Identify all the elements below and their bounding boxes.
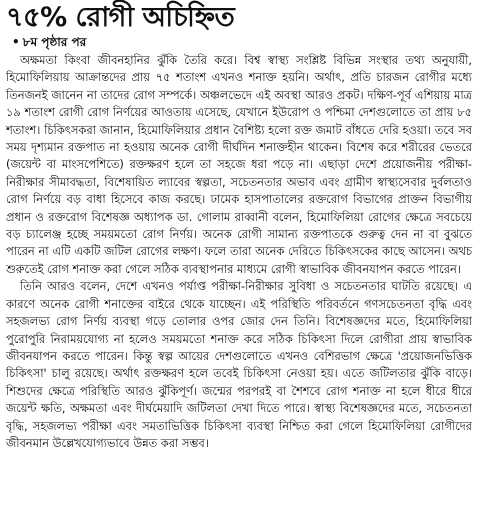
headline: ৭৫% রোগী অচিহ্নিত: [6, 2, 235, 33]
continued-from-label: ৮ম পৃষ্ঠার পর: [22, 35, 87, 49]
continued-from-line: [12, 35, 472, 50]
article-paragraph-1: অক্ষমতা কিংবা জীবনহানির ঝুঁকি তৈরি করে। বিশ্ব স্বাস্থ্য সংশ্লিষ্ট বিভিন্ন সংস্থার তথ্য অনুযায়ী, হিমোফিলিয়ায় আক্রান্তদের প্রায় ৭৫ শতাংশ এখনও শনাক্ত হয়নি। অর্থাৎ, প্রতি চারজন রোগীর মধ্যে তিনজনই জানেন না তাদের রোগ সম্পর্কে। অঞ্চলভেদে এই অবস্থা আরও প্রকট। দক্ষিণ-পূর্ব এশিয়ায় মাত্র ১৯ শতাংশ রোগী রোগ নির্ণয়ের আওতায় এসেছে, যেখানে ইউরোপ ও পশ্চিমা দেশগুলোতে তা প্রায় ৮৫ শতাংশ। চিকিৎসকরা জানান, হিমোফিলিয়ার প্রধান বৈশিষ্ট্য হলো রক্ত জমাট বাঁধতে দেরি হওয়া। তবে সব সময় দৃশ্যমান রক্তপাত না হওয়ায় অনেক রোগী দীর্ঘদিন শনাক্তহীন থাকেন। বিশেষ করে শরীরের ভেতরে (জয়েন্ট বা মাংসপেশিতে) রক্তক্ষরণ হলে তা সহজে ধরা পড়ে না। এছাড়া দেশে প্রয়োজনীয় পরীক্ষা-নিরীক্ষার সীমাবদ্ধতা, বিশেষায়িত ল্যাবের স্বল্পতা, সচেতনতার অভাব এবং গ্রামীণ স্বাস্থ্যসেবার দুর্বলতাও রোগ নির্ণয়ে বড় বাধা হিসেবে কাজ করছে। ঢামেক হাসপাতালের রক্তরোগ বিভাগের প্রাক্তন বিভাগীয় প্রধান ও রক্তরোগ বিশেষজ্ঞ অধ্যাপক ডা. গোলাম রাব্বানী বলেন, হিমোফিলিয়া রোগের ক্ষেত্রে সবচেয়ে বড় চ্যালেঞ্জ হচ্ছে সময়মতো রোগ নির্ণয়। অনেক রোগী সামান্য রক্তপাতকে গুরুত্ব দেন না বা বুঝতে পারেন না এটি একটি জটিল রোগের লক্ষণ। ফলে তারা অনেক দেরিতে চিকিৎসকের কাছে আসেন। অথচ শুরুতেই রোগ শনাক্ত করা গেলে সঠিক ব্যবস্থাপনার মাধ্যমে রোগী স্বাভাবিক জীবনযাপন করতে পারেন।: [6, 53, 472, 276]
article-body: [6, 52, 472, 452]
article-paragraph-2: তিনি আরও বলেন, দেশে এখনও পর্যাপ্ত পরীক্ষা-নিরীক্ষার সুবিধা ও সচেতনতার ঘাটতি রয়েছে। এ কারণে অনেক রোগী শনাক্তের বাইরে থেকে যাচ্ছেন। এই পরিস্থিতি পরিবর্তনে গণসচেতনতা বৃদ্ধি এবং সহজলভ্য রোগ নির্ণয় ব্যবস্থা গড়ে তোলার ওপর জোর দেন তিনি। বিশেষজ্ঞদের মতে, হিমোফিলিয়া পুরোপুরি নিরাময়যোগ্য না হলেও সময়মতো শনাক্ত করে সঠিক চিকিৎসা দিলে রোগীরা প্রায় স্বাভাবিক জীবনযাপন করতে পারেন। কিন্তু স্বল্প আয়ের দেশগুলোতে এখনও বেশিরভাগ ক্ষেত্রে 'প্রয়োজনভিত্তিক চিকিৎসা' চালু রয়েছে। অর্থাৎ রক্তক্ষরণ হলে তবেই চিকিৎসা নেওয়া হয়। এতে জটিলতার ঝুঁকি বাড়ে। শিশুদের ক্ষেত্রে পরিস্থিতি আরও ঝুঁকিপূর্ণ। জন্মের পরপরই বা শৈশবে রোগ শনাক্ত না হলে ধীরে ধীরে জয়েন্ট ক্ষতি, অক্ষমতা এবং দীর্ঘমেয়াদি জটিলতা দেখা দিতে পারে। স্বাস্থ্য বিশেষজ্ঞদের মতে, সচেতনতা বৃদ্ধি, সহজলভ্য পরীক্ষা এবং সমতাভিত্তিক চিকিৎসা ব্যবস্থা নিশ্চিত করা গেলে হিমোফিলিয়া রোগীদের জীবনমান উল্লেখযোগ্যভাবে উন্নত করা সম্ভব।: [6, 279, 472, 450]
bullet-icon: •: [12, 35, 20, 49]
